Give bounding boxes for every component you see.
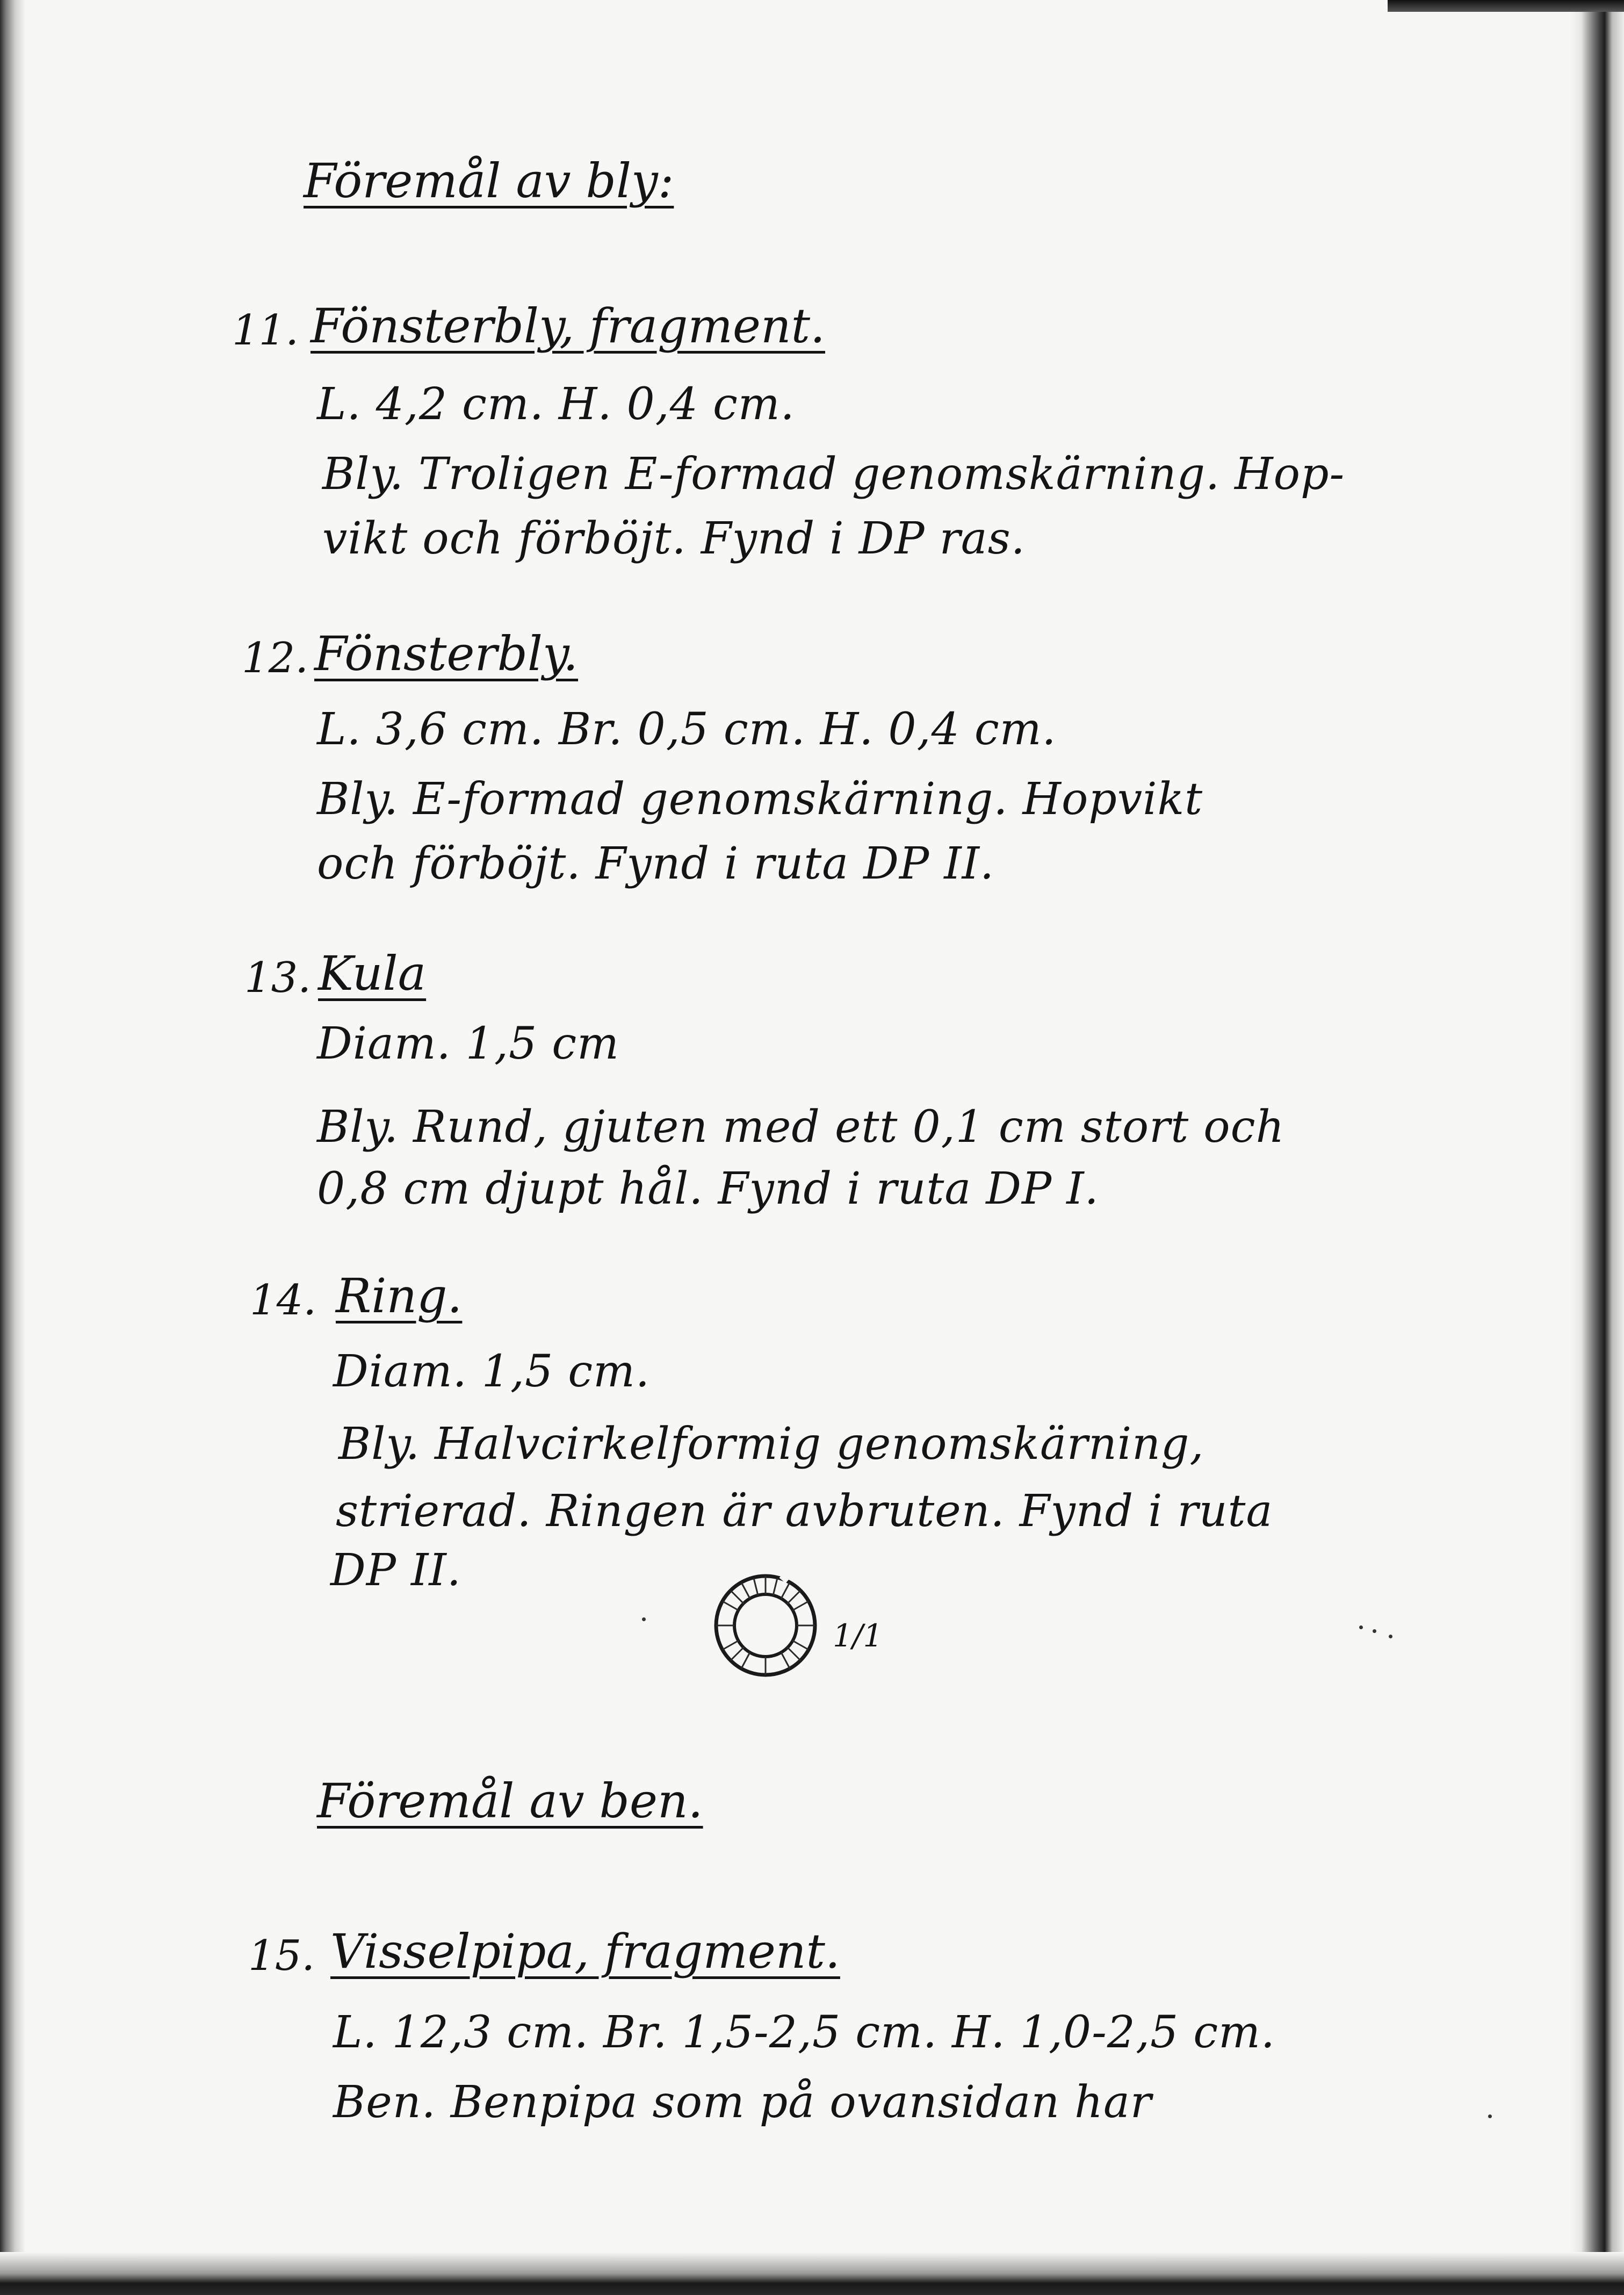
page-corner-shadow [1388,0,1624,12]
entry-description-line: och förböjt. Fynd i ruta DP II. [317,838,995,889]
entry-number: 12. [242,634,309,682]
entry-description-line: Bly. Rund, gjuten med ett 0,1 cm stort och [317,1102,1285,1153]
entry-number: 14. [250,1276,317,1325]
entry-measurements: L. 4,2 cm. H. 0,4 cm. [317,379,795,430]
entry-description-line: vikt och förböjt. Fynd i DP ras. [322,513,1026,564]
entry-number: 13. [244,954,312,1002]
entry-measurements: L. 12,3 cm. Br. 1,5-2,5 cm. H. 1,0-2,5 cm. [333,2007,1275,2058]
entry-title: Visselpipa, fragment. [330,1924,840,1979]
entry-description-line: Ben. Benpipa som på ovansidan har [333,2077,1152,2128]
entry-number: 11. [232,306,299,355]
entry-measurements: Diam. 1,5 cm [317,1018,619,1069]
entry-description-line: DP II. [330,1545,461,1596]
ring-sketch-icon [701,1561,830,1690]
entry-title: Kula [318,946,427,1001]
page-speck [1359,1625,1363,1629]
entry-description-line: Bly. Halvcirkelformig genomskärning, [338,1419,1204,1470]
entry-description-line: Bly. E-formad genomskärning. Hopvikt [317,774,1203,825]
page-binding-left [0,0,26,2295]
entry-measurements: Diam. 1,5 cm. [333,1346,650,1397]
page-speck [1373,1629,1376,1633]
sketch-scale-label: 1/1 [833,1617,883,1654]
entry-description-line: Bly. Troligen E-formad genomskärning. Hop- [322,449,1345,500]
entry-title: Fönsterbly. [314,626,579,681]
page-speck [642,1617,646,1621]
page-speck [1389,1635,1392,1638]
page-binding-right [1570,0,1624,2295]
entry-description-line: strierad. Ringen är avbruten. Fynd i ruta [336,1486,1273,1537]
page-speck [1488,2114,1492,2118]
entry-measurements: L. 3,6 cm. Br. 0,5 cm. H. 0,4 cm. [317,704,1057,755]
section-heading-bone: Föremål av ben. [317,1773,703,1829]
entry-description-line: 0,8 cm djupt hål. Fynd i ruta DP I. [317,1163,1099,1214]
entry-title: Ring. [336,1268,463,1323]
entry-number: 15. [248,1932,315,1980]
section-heading-lead: Föremål av bly: [304,153,674,208]
entry-title: Fönsterbly, fragment. [311,298,825,354]
page-bottom-edge [0,2252,1624,2295]
